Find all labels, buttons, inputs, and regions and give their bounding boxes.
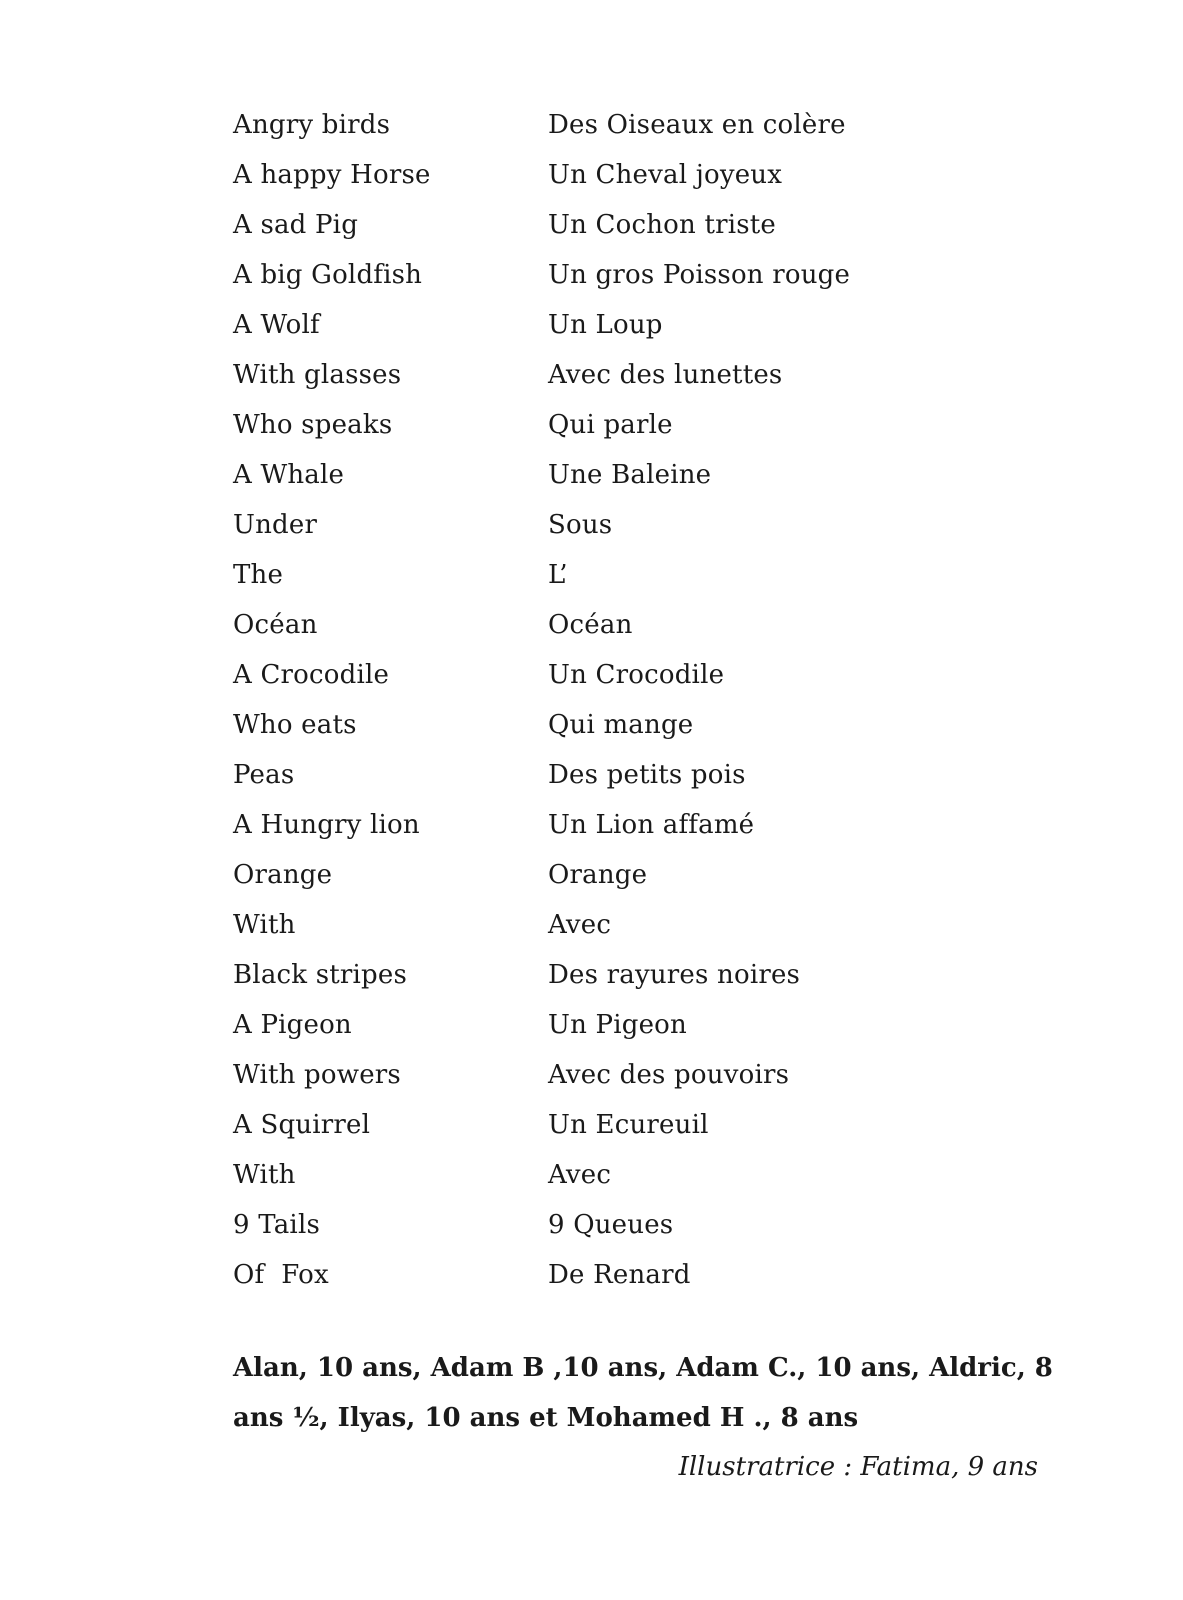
english-line: A happy Horse (233, 160, 431, 190)
english-line: 9 Tails (233, 1210, 321, 1240)
english-line: Angry birds (233, 110, 391, 140)
french-line: Un Cheval joyeux (548, 160, 783, 190)
french-line: De Renard (548, 1260, 691, 1290)
french-line: Un Ecureuil (548, 1110, 709, 1140)
bilingual-poem (233, 100, 1053, 1300)
english-line: A Whale (233, 460, 345, 490)
french-line: L’ (548, 560, 568, 590)
authors-credit: Alan, 10 ans, Adam B ,10 ans, Adam C., 10 ans, Aldric, 8 ans ½, Ilyas, 10 ans et Mohamed H ., 8 ans (233, 1353, 1053, 1433)
french-line: Qui parle (548, 410, 673, 440)
poem-line (233, 500, 1053, 550)
french-line: Avec (548, 1160, 612, 1190)
poem-line (233, 700, 1053, 750)
poem-line (233, 150, 1053, 200)
english-line: A Wolf (233, 310, 320, 340)
poem-line (233, 1000, 1053, 1050)
french-line: Un Lion affamé (548, 810, 755, 840)
poem-line (233, 800, 1053, 850)
poem-line (233, 550, 1053, 600)
english-line: Black stripes (233, 960, 408, 990)
french-line: Avec des lunettes (548, 360, 783, 390)
french-line: Un Loup (548, 310, 663, 340)
english-line: Who speaks (233, 410, 393, 440)
poem-line (233, 400, 1053, 450)
french-line: Un Pigeon (548, 1010, 687, 1040)
poem-line (233, 350, 1053, 400)
poem-line (233, 600, 1053, 650)
french-line: Un Cochon triste (548, 210, 777, 240)
french-line: Un Crocodile (548, 660, 725, 690)
poem-line (233, 450, 1053, 500)
english-line: A Crocodile (233, 660, 390, 690)
english-line: Peas (233, 760, 295, 790)
poem-line (233, 750, 1053, 800)
english-line: Of Fox (233, 1260, 329, 1290)
french-line: Orange (548, 860, 648, 890)
french-line: Sous (548, 510, 613, 540)
poem-line (233, 250, 1053, 300)
english-line: A sad Pig (233, 210, 359, 240)
english-line: With powers (233, 1060, 401, 1090)
english-line: A Pigeon (233, 1010, 352, 1040)
poem-line (233, 900, 1053, 950)
french-line: Qui mange (548, 710, 694, 740)
french-line: Des rayures noires (548, 960, 801, 990)
english-line: A Squirrel (233, 1110, 371, 1140)
poem-line (233, 300, 1053, 350)
poem-line (233, 100, 1053, 150)
illustrator-credit: Illustratrice : Fatima, 9 ans (678, 1452, 1038, 1482)
poem-line (233, 950, 1053, 1000)
english-line: Océan (233, 610, 318, 640)
poem-line (233, 200, 1053, 250)
french-line: Des petits pois (548, 760, 746, 790)
poem-line (233, 1150, 1053, 1200)
french-line: 9 Queues (548, 1210, 674, 1240)
poem-line (233, 1050, 1053, 1100)
english-line: Under (233, 510, 318, 540)
english-line: With glasses (233, 360, 402, 390)
french-line: Une Baleine (548, 460, 712, 490)
english-line: The (233, 560, 284, 590)
poem-line (233, 650, 1053, 700)
french-line: Un gros Poisson rouge (548, 260, 851, 290)
english-line: With (233, 1160, 296, 1190)
french-line: Avec (548, 910, 612, 940)
french-line: Avec des pouvoirs (548, 1060, 790, 1090)
french-line: Des Oiseaux en colère (548, 110, 846, 140)
english-line: A big Goldfish (233, 260, 423, 290)
french-line: Océan (548, 610, 633, 640)
poem-line (233, 850, 1053, 900)
poem-line (233, 1100, 1053, 1150)
poem-line (233, 1250, 1053, 1300)
english-line: With (233, 910, 296, 940)
english-line: Who eats (233, 710, 357, 740)
english-line: Orange (233, 860, 333, 890)
english-line: A Hungry lion (233, 810, 420, 840)
poem-line (233, 1200, 1053, 1250)
